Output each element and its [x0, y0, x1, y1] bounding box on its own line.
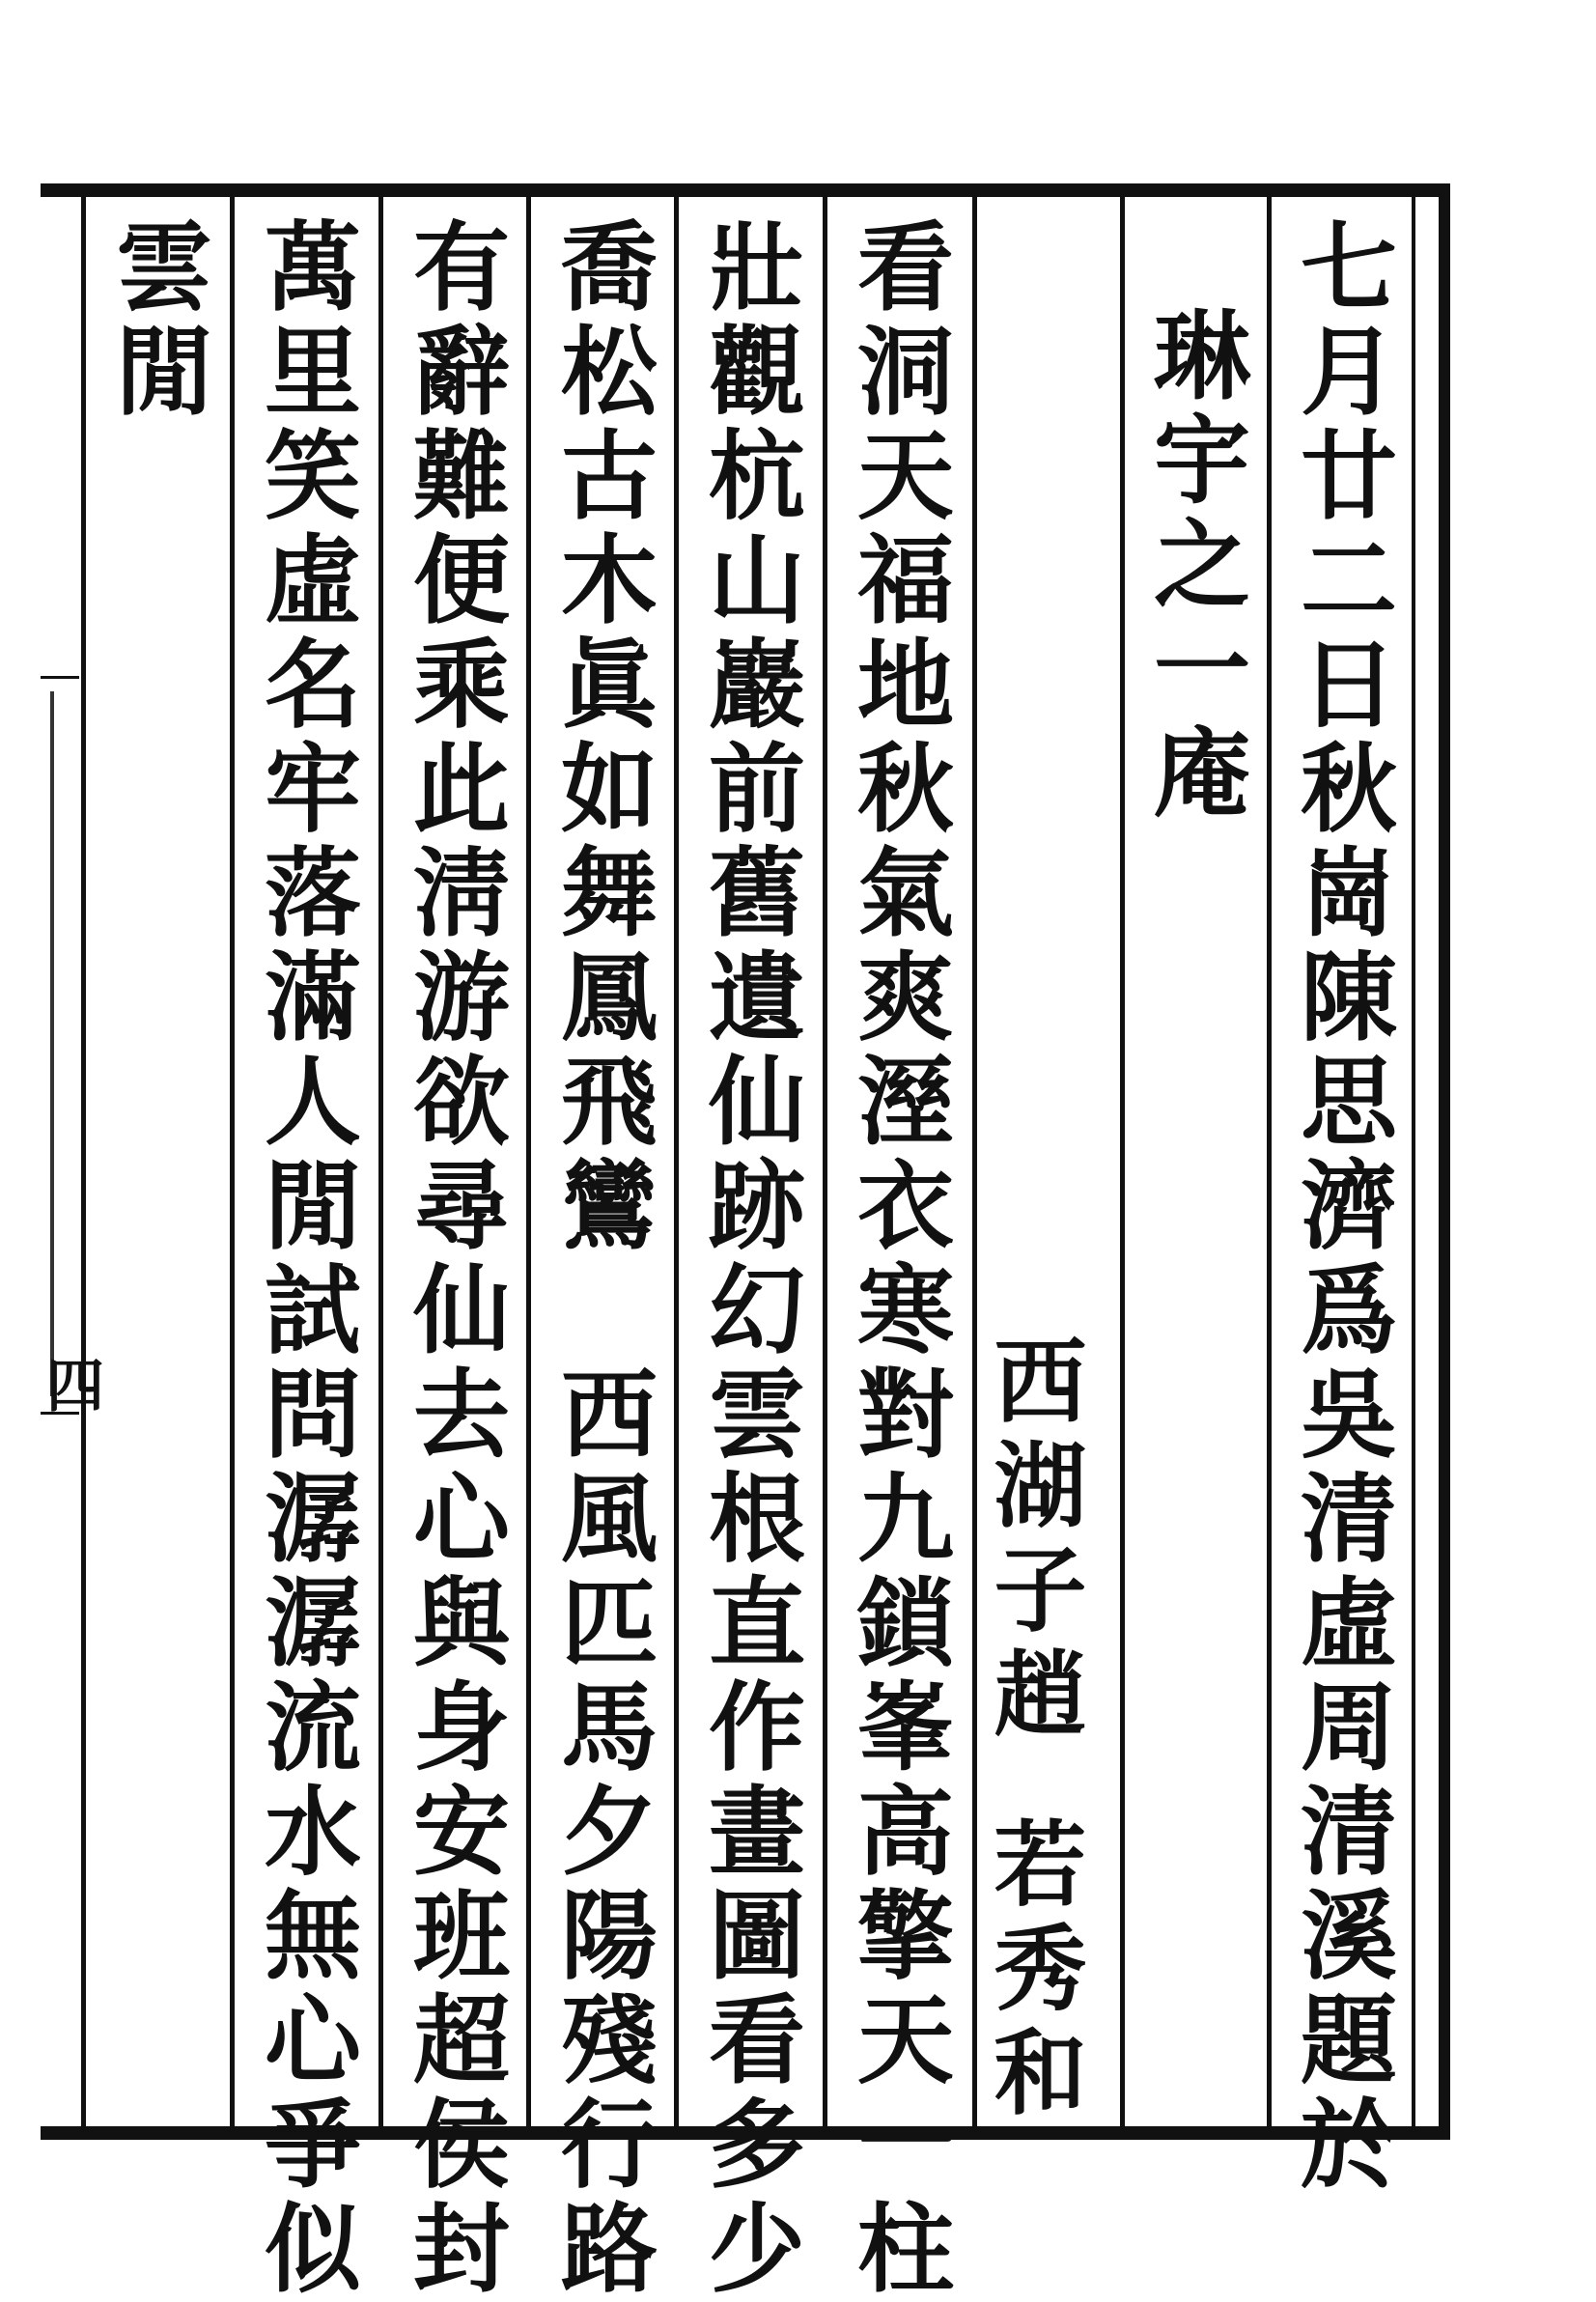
- text-column-1: [1269, 199, 1414, 2198]
- author-given-name: 若秀和: [979, 1815, 1088, 2128]
- fold-margin-rule-top: [41, 676, 79, 679]
- fold-margin-line: [50, 691, 54, 1396]
- column-text: 看洞天福地秋氣爽溼衣寒對九鎖峯高擎天一柱: [841, 216, 955, 2302]
- column-text: 萬里笑虛名牢落滿人閒試問潺潺流水無心爭似: [248, 216, 362, 2302]
- column-text: 琳宇之一庵: [1137, 305, 1251, 827]
- text-column-2: [1122, 199, 1267, 2120]
- text-column-8: [233, 199, 378, 2302]
- text-column-7: [381, 199, 526, 2302]
- text-column-5: [677, 199, 822, 2302]
- text-column-6: [529, 199, 674, 2302]
- column-text: 雲閒: [99, 216, 213, 425]
- column-text: 有辭難便乘此淸游欲尋仙去心與身安班超侯封: [397, 216, 511, 2302]
- text-column-9: [84, 199, 229, 2120]
- column-text: 七月廿二日秋崗陳思濟爲吳清虛周清溪題於: [1284, 216, 1398, 2198]
- text-column-4: [826, 199, 970, 2302]
- column-text: 喬松古木眞如舞鳳飛鸞 西風匹馬夕陽殘行路: [545, 216, 658, 2302]
- author-name: 西湖子趙: [979, 1333, 1088, 1750]
- fold-margin-page-number: 四: [46, 1353, 104, 1420]
- column-text: 壯觀杭山巖前舊遺仙跡幻雲根直作畫圖看多少: [692, 216, 806, 2302]
